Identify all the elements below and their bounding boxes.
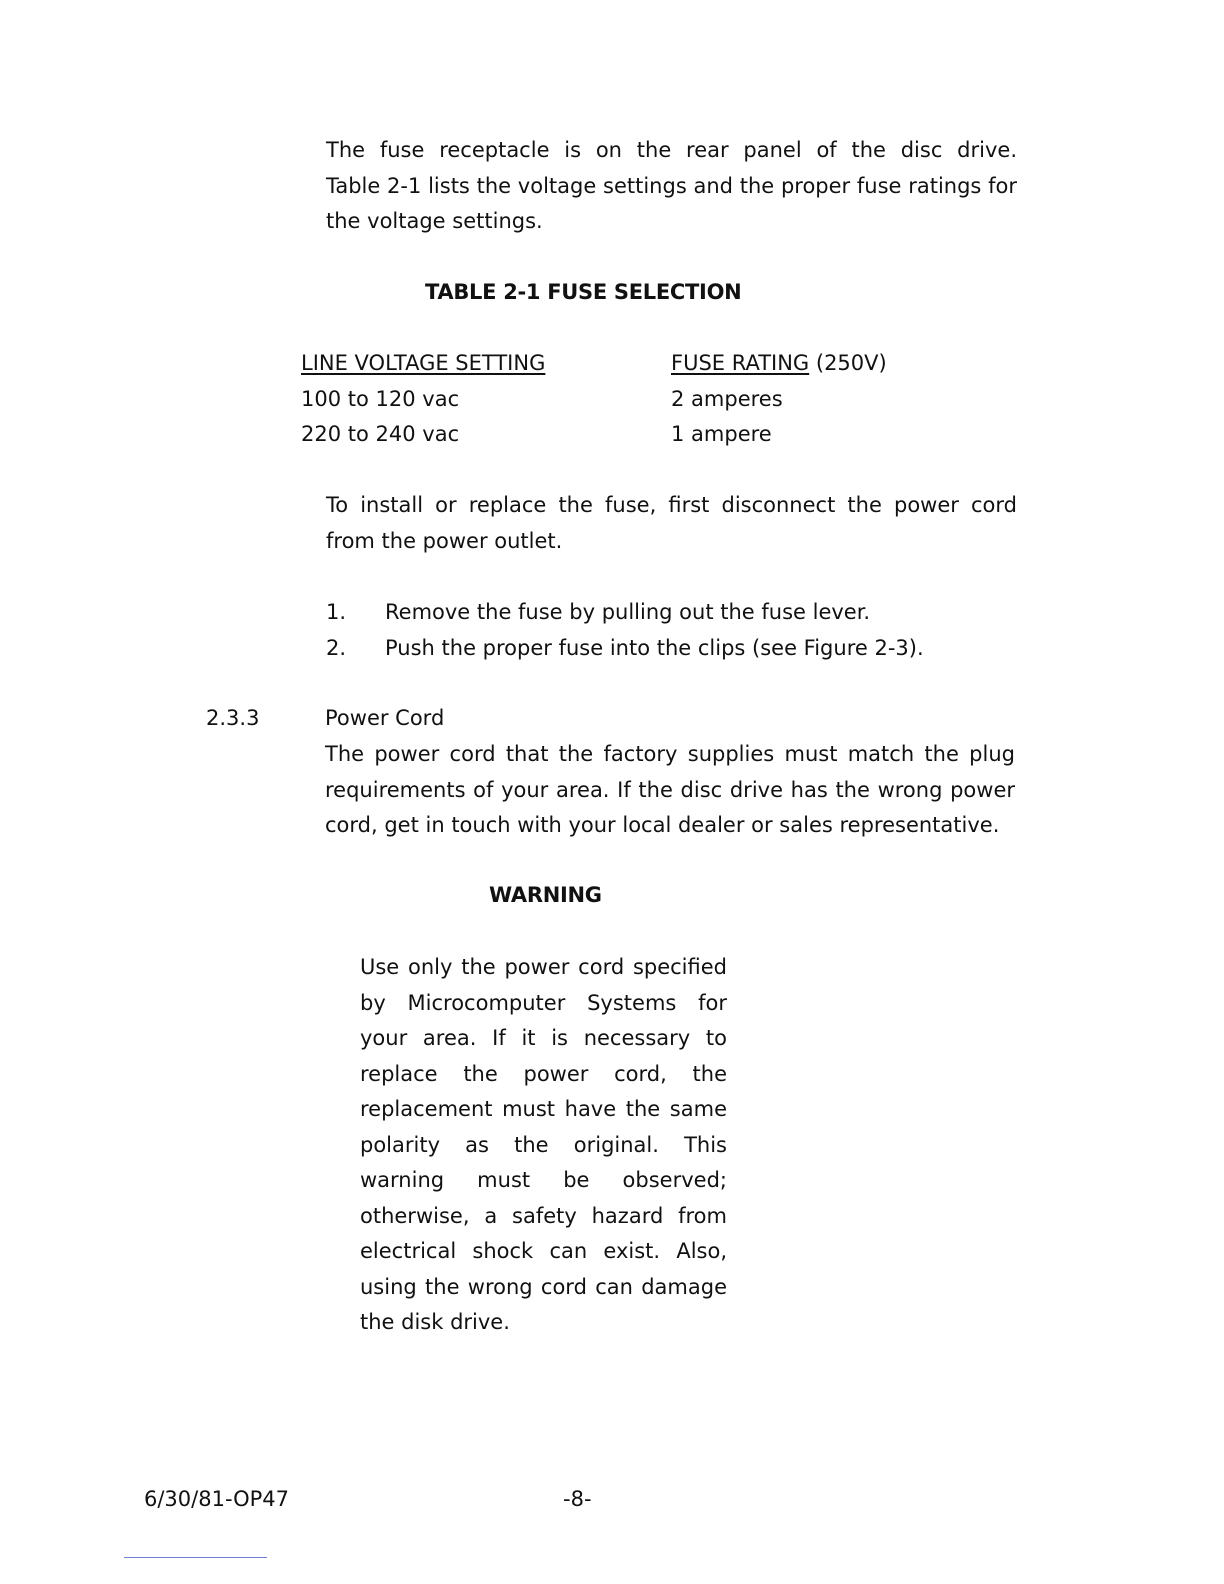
table-header-rating-text: FUSE RATING (671, 351, 810, 375)
footer-page-number: -8- (563, 1487, 592, 1511)
warning-line-6: polarity as the original. This (360, 1132, 727, 1157)
install-paragraph (326, 488, 1017, 559)
list-item (326, 636, 966, 664)
power-cord-line-3: cord, get in touch with your local dealer or sales representative. (325, 813, 1000, 837)
warning-paragraph (360, 950, 727, 1341)
power-cord-paragraph (325, 737, 1015, 844)
step-text: Push the proper fuse into the clips (see Figure 2-3). (385, 636, 924, 660)
warning-line-5: replacement must have the same (360, 1097, 727, 1121)
install-line-1: To install or replace the fuse, first disconnect the power cord (326, 493, 1017, 517)
warning-title: WARNING (489, 883, 602, 907)
table-header-rating-suffix: (250V) (809, 351, 887, 375)
power-cord-line-2: requirements of your area. If the disc drive has the wrong power (325, 777, 1015, 802)
fuse-selection-table (301, 346, 921, 456)
warning-line-2: by Microcomputer Systems for (360, 990, 727, 1015)
section-title: Power Cord (325, 706, 445, 730)
table-cell-rating: 1 ampere (671, 422, 772, 446)
footer-doc-code: 6/30/81-OP47 (144, 1487, 290, 1511)
intro-line-2: Table 2-1 lists the voltage settings and the proper fuse ratings for (326, 173, 1017, 198)
footer-rule (124, 1557, 267, 1558)
intro-line-3: the voltage settings. (326, 209, 543, 233)
intro-paragraph (326, 133, 1017, 240)
table-cell-voltage: 220 to 240 vac (301, 422, 460, 446)
section-number: 2.3.3 (206, 706, 260, 730)
install-line-2: from the power outlet. (326, 528, 563, 553)
warning-line-11: the disk drive. (360, 1310, 510, 1334)
table-header-voltage (301, 346, 545, 382)
table-title: TABLE 2-1 FUSE SELECTION (425, 280, 742, 304)
warning-line-7: warning must be observed; (360, 1168, 727, 1192)
step-text: Remove the fuse by pulling out the fuse lever. (385, 600, 871, 624)
warning-line-3: your area. If it is necessary to (360, 1026, 727, 1050)
warning-line-8: otherwise, a safety hazard from (360, 1203, 727, 1228)
intro-line-1: The fuse receptacle is on the rear panel of the disc drive. (326, 138, 1017, 162)
warning-line-10: using the wrong cord can damage (360, 1274, 727, 1299)
warning-line-1: Use only the power cord specified (360, 955, 727, 979)
list-item (326, 600, 966, 628)
power-cord-line-1: The power cord that the factory supplies must match the plug (325, 742, 1015, 766)
table-header-rating (671, 346, 887, 382)
warning-line-4: replace the power cord, the (360, 1061, 727, 1086)
table-cell-rating: 2 amperes (671, 386, 783, 411)
step-number: 2. (326, 636, 347, 660)
table-cell-voltage: 100 to 120 vac (301, 386, 460, 411)
table-header-voltage-text: LINE VOLTAGE SETTING (301, 351, 546, 375)
step-number: 1. (326, 600, 347, 624)
warning-line-9: electrical shock can exist. Also, (360, 1239, 727, 1263)
